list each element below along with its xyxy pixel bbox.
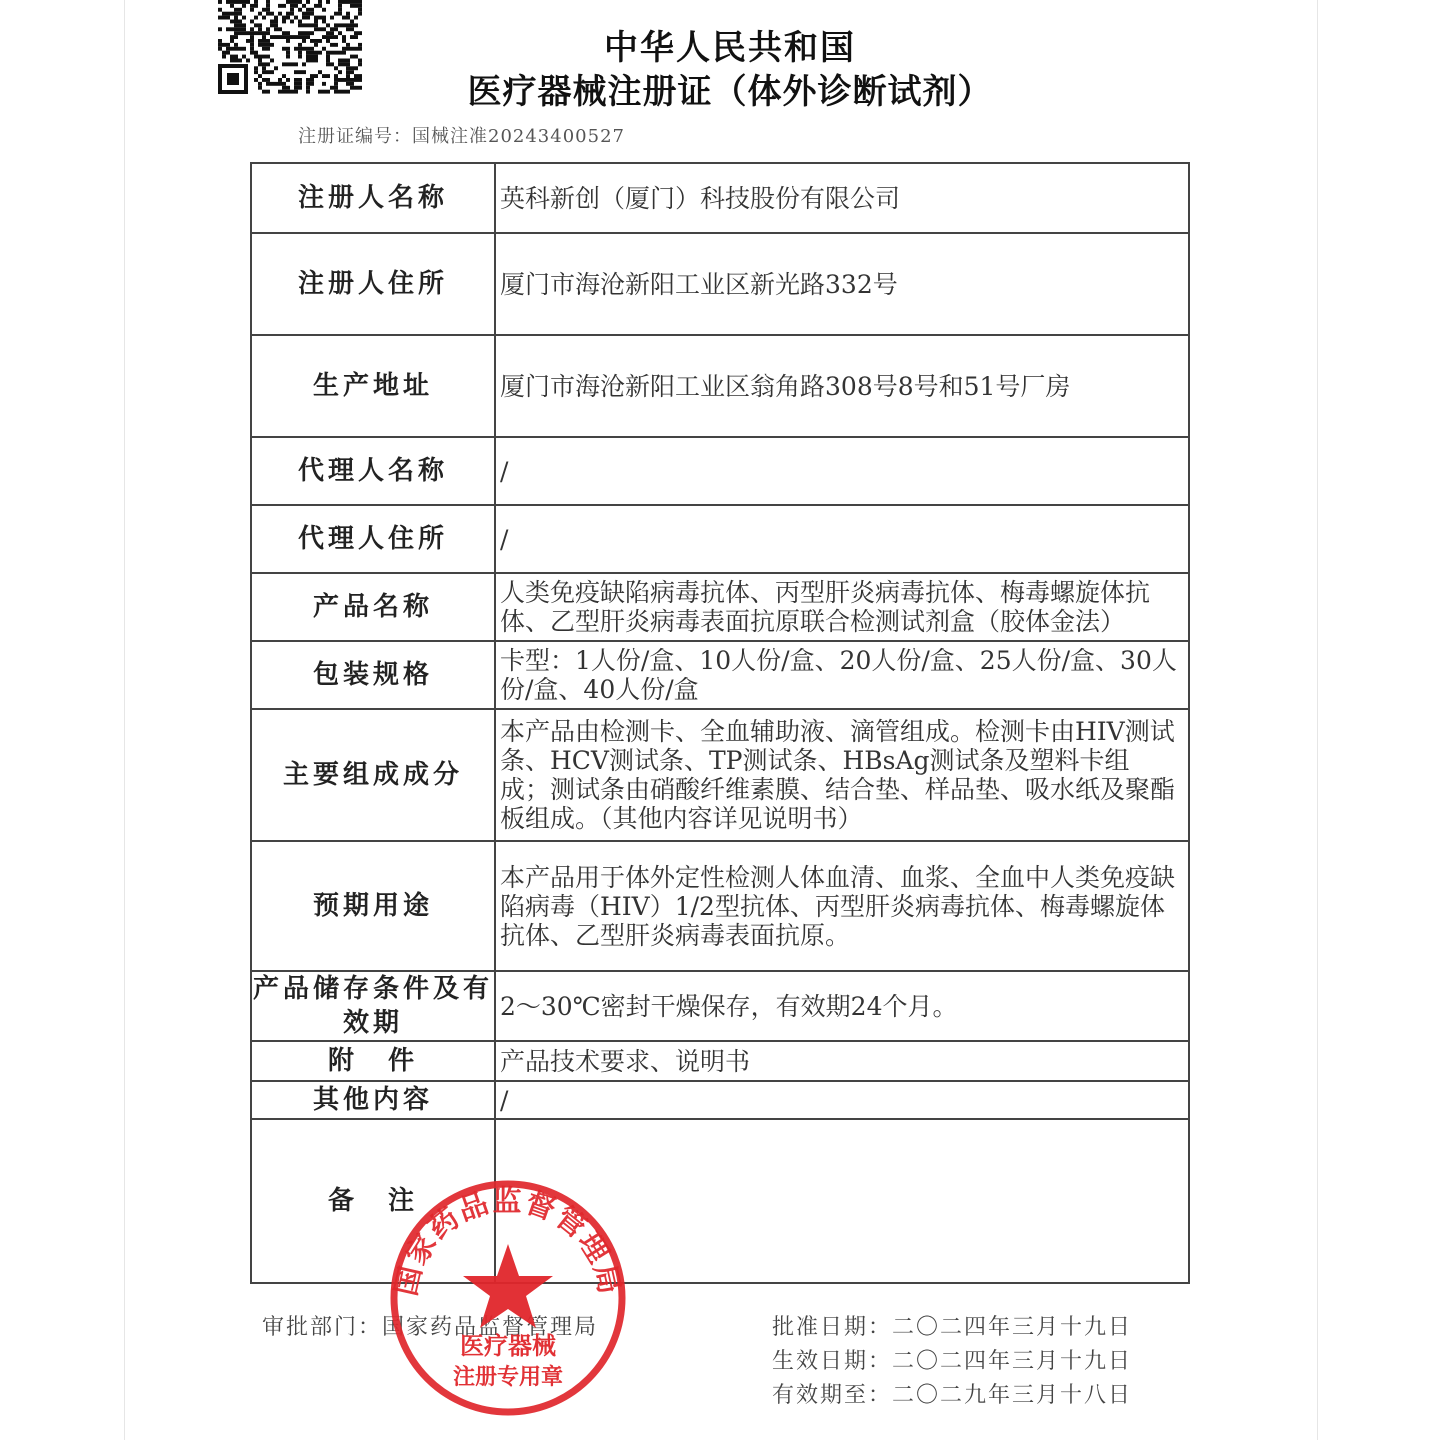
row-label: 生产地址 (251, 335, 495, 437)
row-label: 代理人住所 (251, 505, 495, 573)
table-row (251, 233, 1189, 335)
effective-date: 生效日期：二〇二四年三月十九日 (772, 1349, 1133, 1374)
table-row (251, 1081, 1189, 1119)
row-value: 本产品由检测卡、全血辅助液、滴管组成。检测卡由HIV测试条、HCV测试条、TP测试条、HBsAg测试条及塑料卡组成；测试条由硝酸纤维素膜、结合垫、样品垫、吸水纸及聚酯板组成。（其他内容详见说明书） (495, 709, 1189, 841)
row-label: 主要组成成分 (251, 709, 495, 841)
row-value: 英科新创（厦门）科技股份有限公司 (495, 163, 1189, 233)
row-label: 附 件 (251, 1041, 495, 1081)
row-value: / (495, 1081, 1189, 1119)
table-row (251, 437, 1189, 505)
table-row (251, 709, 1189, 841)
seal-line1: 医疗器械 (460, 1332, 556, 1360)
row-label: 其他内容 (251, 1081, 495, 1119)
row-value: 2～30℃密封干燥保存，有效期24个月。 (495, 971, 1189, 1041)
approval-department-value: 国家药品监督管理局 (382, 1315, 599, 1340)
star-icon (463, 1244, 553, 1328)
seal-line2: 注册专用章 (452, 1365, 564, 1390)
row-value: 卡型：1人份/盒、10人份/盒、20人份/盒、25人份/盒、30人份/盒、40人份/盒 (495, 641, 1189, 709)
row-value: 本产品用于体外定性检测人体血清、血浆、全血中人类免疫缺陷病毒（HIV）1/2型抗体、丙型肝炎病毒抗体、梅毒螺旋体抗体、乙型肝炎病毒表面抗原。 (495, 841, 1189, 971)
table-row (251, 1041, 1189, 1081)
row-value: 厦门市海沧新阳工业区翁角路308号8号和51号厂房 (495, 335, 1189, 437)
approval-department-label: 审批部门： (262, 1315, 383, 1340)
table-row (251, 641, 1189, 709)
approval-date: 批准日期：二〇二四年三月十九日 (772, 1315, 1133, 1340)
table-row (251, 971, 1189, 1041)
certificate-table (250, 162, 1190, 1284)
row-value: 人类免疫缺陷病毒抗体、丙型肝炎病毒抗体、梅毒螺旋体抗体、乙型肝炎病毒表面抗原联合检测试剂盒（胶体金法） (495, 573, 1189, 641)
table-row (251, 573, 1189, 641)
row-value: / (495, 505, 1189, 573)
row-label: 产品储存条件及有效期 (251, 971, 495, 1041)
row-value: 厦门市海沧新阳工业区新光路332号 (495, 233, 1189, 335)
row-label: 产品名称 (251, 573, 495, 641)
row-label: 注册人名称 (251, 163, 495, 233)
table-row (251, 505, 1189, 573)
table-row (251, 841, 1189, 971)
document-title-line2: 医疗器械注册证（体外诊断试剂） (467, 72, 993, 112)
registration-number (298, 122, 625, 148)
registration-number-value: 国械注准20243400527 (412, 126, 625, 147)
row-label: 预期用途 (251, 841, 495, 971)
official-seal-icon (386, 1176, 630, 1420)
seal-ring-text: 国家药品监督管理局 (388, 1183, 628, 1299)
row-label: 注册人住所 (251, 233, 495, 335)
registration-number-label: 注册证编号： (298, 126, 412, 147)
table-row (251, 335, 1189, 437)
row-label: 代理人名称 (251, 437, 495, 505)
table-row (251, 163, 1189, 233)
expiry-date: 有效期至：二〇二九年三月十八日 (772, 1383, 1133, 1408)
row-label: 包装规格 (251, 641, 495, 709)
document-title-line1: 中华人民共和国 (604, 28, 856, 68)
row-label: 备 注 (251, 1119, 495, 1283)
row-value: / (495, 437, 1189, 505)
row-value: 产品技术要求、说明书 (495, 1041, 1189, 1081)
